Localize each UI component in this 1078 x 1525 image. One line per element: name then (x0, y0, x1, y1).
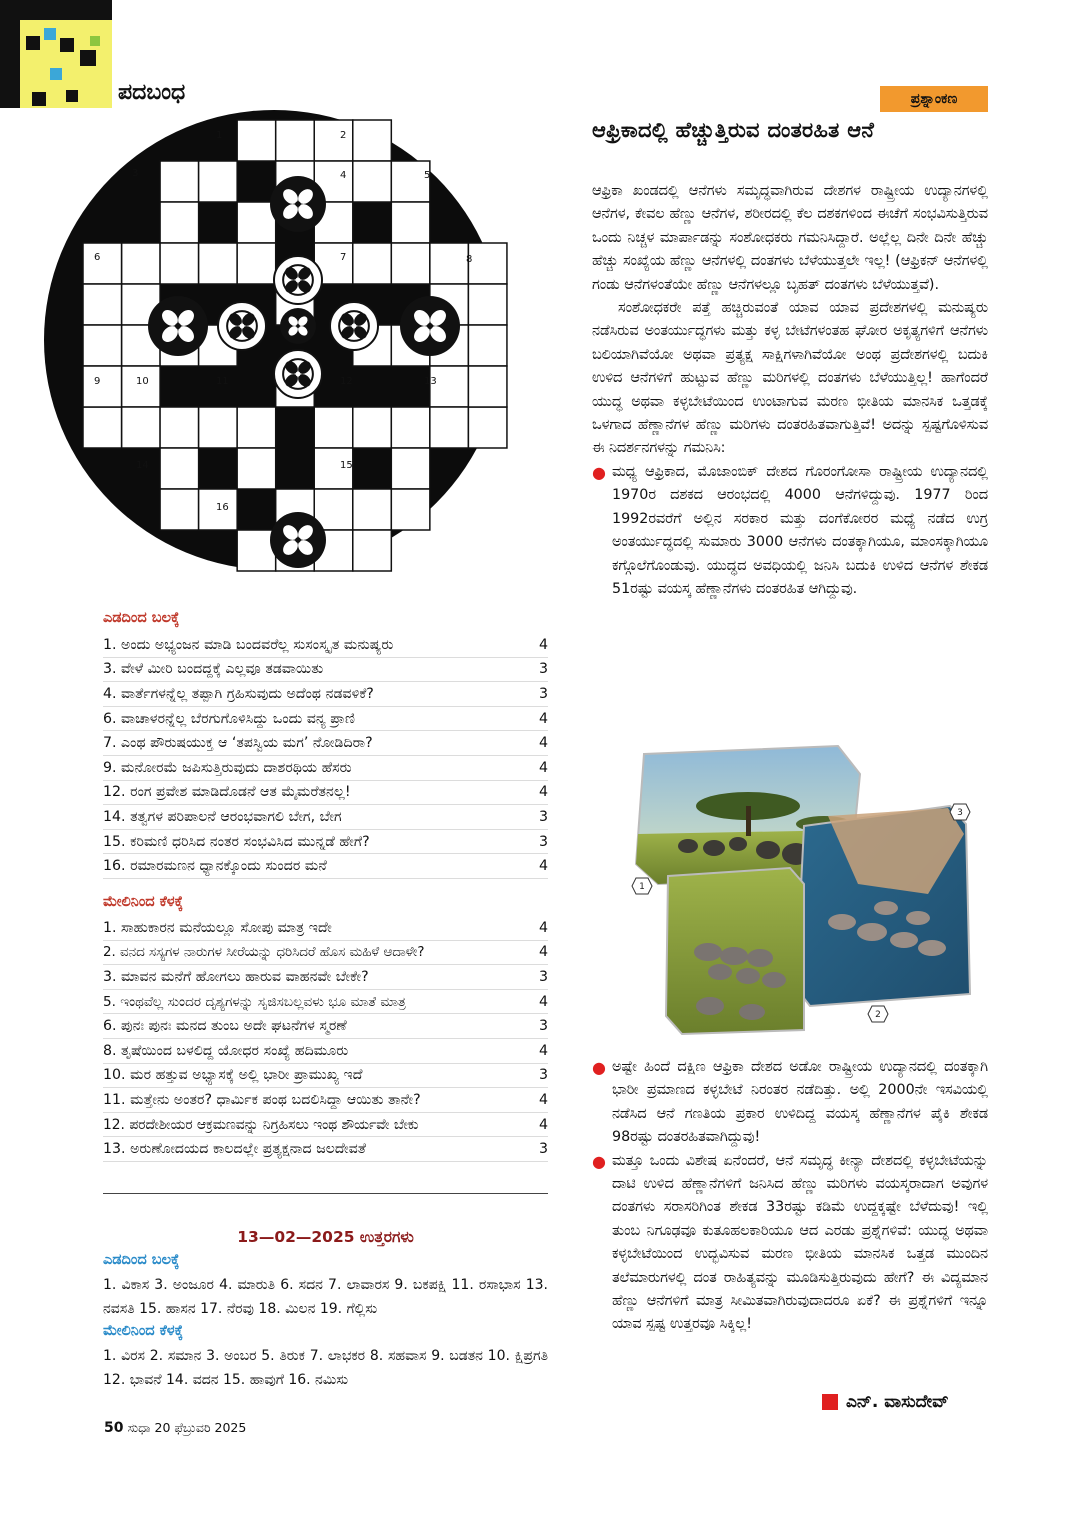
ornament-round-icon (330, 302, 378, 350)
bullet-paragraph (592, 1150, 988, 1337)
bullet-icon: ● (592, 1151, 606, 1171)
clue-text: 10. ಮರ ಹತ್ತುವ ಅಭ್ಯಾಸಕ್ಕೆ ಅಲ್ಲಿ ಭಾರೀ ಪ್ರಾಮುಖ್ಯ ಇದೆ (103, 1067, 363, 1084)
bullet-text: ಮತ್ತೂ ಒಂದು ವಿಶೇಷ ಏನೆಂದರೆ, ಆನೆ ಸಮೃದ್ಧ ಕೀನ್ಯಾ ದೇಶದಲ್ಲಿ ಕಳ್ಳಬೇಟೆಯನ್ನು ದಾಟಿ ಉಳಿದ ಹೆಣ್ಣಾನೆಗಳಿಗೆ ಜನಿಸಿದ ಹೆಣ್ಣು ಮರಿಗಳು ವಯಸ್ಕರಾದಾಗ ಅವುಗಳ ದಂತಗಳು ಸರಾಸರಿಗಿಂತ ಶೇಕಡ 33ರಷ್ಟು ಕಡಿಮೆ ಉದ್ದಕ್ಕಷ್ಟೇ ಬೆಳೆದುವು! ಇಲ್ಲಿ ತುಂಬ ನಿಗೂಢವೂ ಕುತೂಹಲಕಾರಿಯೂ ಆದ ಎರಡು ಪ್ರಶ್ನೆಗಳಿವೆ: ಯುದ್ಧ ಅಥವಾ ಕಳ್ಳಬೇಟೆಯಿಂದ ಉದ್ಭವಿಸುವ ಮರಣ ಭೀತಿಯ ಮಾನಸಿಕ ಒತ್ತಡ ಮುಂದಿನ ತಲೆಮಾರುಗಳಲ್ಲಿ ದಂತ ರಾಹಿತ್ಯವನ್ನು ಮೂಡಿಸುತ್ತಿರುವುದು ಹೇಗೆ? ಈ ವಿದ್ಯಮಾನ ಹೆಣ್ಣು ಆನೆಗಳಿಗೆ ಮಾತ್ರ ಸೀಮಿತವಾಗಿರುವುದಾದರೂ ಏಕೆ? ಈ ಪ್ರಶ್ನೆಗಳಿಗೆ ಇನ್ನೂ ಯಾವ ಸ್ಪಷ್ಟ ಉತ್ತರವೂ ಸಿಕ್ಕಿಲ್ಲ! (611, 1152, 988, 1333)
crossword-cell[interactable] (391, 489, 430, 530)
crossword-cell[interactable] (83, 243, 122, 284)
flower-icon (270, 512, 326, 568)
clue-row (103, 731, 548, 756)
elephant-photo-collage (628, 744, 973, 1039)
crossword-number: 6 (94, 252, 101, 263)
photo-herd-grassland (666, 868, 804, 1034)
crossword-number: 11 (216, 376, 229, 387)
crossword-cell[interactable] (468, 366, 507, 407)
crossword-cell[interactable] (468, 407, 507, 448)
crossword-cell[interactable] (122, 407, 161, 448)
clue-length: 4 (538, 919, 548, 936)
crossword-cell[interactable] (160, 161, 199, 202)
crossword-cell[interactable] (160, 489, 199, 530)
clue-row (103, 781, 548, 806)
flower-icon (148, 296, 208, 356)
section-tag: ಪ್ರಶ್ನಾಂಕಣ (880, 86, 988, 112)
crossword-number: 7 (340, 252, 347, 263)
bullet-icon: ● (592, 1058, 606, 1077)
crossword-cell[interactable] (83, 325, 122, 366)
clue-text: 15. ಕರಿಮಣಿ ಧರಿಸಿದ ನಂತರ ಸಂಭವಿಸಿದ ಮುನ್ನಡೆ ಹೇಗೆ? (103, 833, 370, 850)
clue-length: 3 (538, 661, 548, 678)
clue-text: 7. ಎಂಥ ಪೌರುಷಯುಕ್ತ ಆ ‘ತಪಸ್ವಿಯ ಮಗ’ ನೋಡಿದಿರಾ? (103, 735, 373, 752)
crossword-cell[interactable] (237, 120, 276, 161)
bullet-paragraph (592, 461, 988, 601)
crossword-cell[interactable] (391, 407, 430, 448)
answers-across-text: 1. ವಿಕಾಸ 3. ಅಂಜೂರ 4. ಮಾರುತಿ 6. ಸದನ 7. ಲಾವಾರಸ 9. ಬಕಪಕ್ಷಿ 11. ರಸಾಭಾಸ 13. ನವಸತಿ 15. ಹಾಸನ 17. ನೆರವು 18. ಮಿಲನ 19. ಗೆಲ್ಲಿಸು (103, 1277, 548, 1317)
clue-row (103, 854, 548, 879)
clue-text: 5. ಇಂಥವೆಲ್ಲ ಸುಂದರ ದೃಶ್ಯಗಳನ್ನು ಸೃಜಿಸಬಲ್ಲವಳು ಭೂ ಮಾತೆ ಮಾತ್ರ (103, 993, 406, 1010)
crossword-cell[interactable] (353, 530, 392, 571)
ornament-round-icon (274, 256, 322, 304)
logo-square (80, 50, 96, 66)
down-clues (103, 916, 548, 1162)
clue-text: 1. ಸಾಹುಕಾರನ ಮನೆಯಲ್ಲೂ ಸೋಪು ಮಾತ್ರ ಇದೇ (103, 919, 332, 936)
clue-text: 11. ಮತ್ತೇನು ಅಂತರ? ಧಾರ್ಮಿಕ ಪಂಥ ಬದಲಿಸಿದ್ದಾ ಆಯಿತು ತಾನೇ? (103, 1091, 421, 1108)
crossword-cell[interactable] (237, 407, 276, 448)
crossword-cell[interactable] (468, 325, 507, 366)
clue-length: 3 (538, 808, 548, 825)
clue-length: 4 (538, 784, 548, 801)
clue-row (103, 1039, 548, 1064)
crossword-number: 5 (424, 170, 431, 181)
clue-length: 3 (538, 1067, 548, 1084)
clue-length: 4 (538, 1042, 548, 1059)
photo-river-crossing (796, 806, 970, 1006)
clue-text: 1. ಅಂದು ಅಭ್ಯಂಜನ ಮಾಡಿ ಬಂದವರೆಲ್ಲ ಸುಸಂಸ್ಕೃತ ಮನುಷ್ಯರು (103, 636, 394, 653)
clue-row (103, 1113, 548, 1138)
crossword-cell[interactable] (430, 243, 469, 284)
photo-badge (868, 1006, 888, 1022)
crossword-cell[interactable] (468, 284, 507, 325)
crossword-cell[interactable] (199, 243, 238, 284)
crossword-cell[interactable] (353, 161, 392, 202)
ornament-round-icon (274, 350, 322, 398)
clue-length: 3 (538, 833, 548, 850)
crossword-cell[interactable] (160, 407, 199, 448)
article-body-continued (592, 1056, 988, 1337)
clue-text: 12. ಪರದೇಶೀಯರ ಆಕ್ರಮಣವನ್ನು ನಿಗ್ರಹಿಸಲು ಇಂಥ ಶೌರ್ಯವೇ ಬೇಕು (103, 1116, 419, 1133)
crossword-cell[interactable] (468, 243, 507, 284)
logo-square (26, 36, 40, 50)
crossword-cell[interactable] (160, 448, 199, 489)
article-body (592, 180, 988, 601)
flower-icon (400, 296, 460, 356)
clue-text: 8. ತೃಷೆಯಿಂದ ಬಳಲಿದ್ದ ಯೋಧರ ಸಂಖ್ಯೆ ಹದಿಮೂರು (103, 1042, 349, 1059)
bullet-text: ಅಷ್ಟೇ ಹಿಂದೆ ದಕ್ಷಿಣ ಆಫ್ರಿಕಾ ದೇಶದ ಅಡೋ ರಾಷ್ಟ್ರೀಯ ಉದ್ಯಾನದಲ್ಲಿ ದಂತಕ್ಕಾಗಿ ಭಾರೀ ಪ್ರಮಾಣದ ಕಳ್ಳಬೇಟೆ ನಿರಂತರ ನಡೆದಿತ್ತು. ಅಲ್ಲಿ 2000ನೇ ಇಸವಿಯಲ್ಲಿ ನಡೆಸಿದ ಆನೆ ಗಣತಿಯ ಪ್ರಕಾರ ಉಳಿದಿದ್ದ ವಯಸ್ಕ ಹೆಣ್ಣಾನೆಗಳ ಪೈಕಿ ಶೇಕಡ 98ರಷ್ಟು ದಂತರಹಿತವಾಗಿದ್ದುವು! (611, 1059, 988, 1146)
crossword-number: 14 (136, 460, 149, 471)
crossword-number: 16 (216, 502, 229, 513)
photo-badge-label: 1 (639, 882, 645, 892)
clue-row (103, 707, 548, 732)
photo-badge (632, 878, 652, 894)
clue-text: 13. ಅರುಣೋದಯದ ಕಾಲದಲ್ಲೇ ಪ್ರತ್ಯಕ್ಷನಾದ ಜಲದೇವತೆ (103, 1141, 366, 1158)
flower-icon (270, 176, 326, 232)
clue-text: 16. ರಮಾರಮಣನ ಧ್ಯಾನಕ್ಕೊಂದು ಸುಂದರ ಮನೆ (103, 858, 327, 875)
crossword-cell[interactable] (353, 407, 392, 448)
logo-square (44, 28, 56, 40)
clue-row (103, 965, 548, 990)
answers-across-title: ಎಡದಿಂದ ಬಲಕ್ಕೆ (103, 1252, 180, 1268)
crossword-number: 15 (340, 460, 353, 471)
logo-square (50, 68, 62, 80)
bullet-text: ಮಧ್ಯ ಆಫ್ರಿಕಾದ, ಮೊಜಾಂಬಿಕ್ ದೇಶದ ಗೊರಂಗೋಸಾ ರಾಷ್ಟ್ರೀಯ ಉದ್ಯಾನದಲ್ಲಿ 1970ರ ದಶಕದ ಆರಂಭದಲ್ಲಿ 4000 ಆನೆಗಳಿದ್ದುವು. 1977 ರಿಂದ 1992ರವರೆಗೆ ಅಲ್ಲಿನ ಸರಕಾರ ಮತ್ತು ದಂಗೆಕೋರರ ಮಧ್ಯೆ ನಡೆದ ಉಗ್ರ ಅಂತರ್ಯುದ್ಧದಲ್ಲಿ ಸುಮಾರು 3000 ಆನೆಗಳು ದಂತಕ್ಕಾಗಿಯೂ, ಮಾಂಸಕ್ಕಾಗಿಯೂ ಕಗ್ಗೊಲೆಗೊಂಡುವು. ಯುದ್ಧದ ಅವಧಿಯಲ್ಲಿ ಜನಿಸಿ ಬದುಕಿ ಉಳಿದ ಆನೆಗಳ ಶೇಕಡ 51ರಷ್ಟು ವಯಸ್ಕ ಹೆಣ್ಣಾನೆಗಳು ದಂತರಹಿತ ಆಗಿದ್ದುವು. (611, 463, 988, 597)
clue-row (103, 756, 548, 781)
crossword-cell[interactable] (237, 202, 276, 243)
crossword-cell[interactable] (122, 243, 161, 284)
clue-row (103, 990, 548, 1015)
clue-row (103, 682, 548, 707)
clue-length: 4 (538, 735, 548, 752)
clue-row (103, 1014, 548, 1039)
crossword-number: 12 (340, 376, 353, 387)
answers-down-text: 1. ವಿರಸ 2. ಸಮಾನ 3. ಅಂಬರ 5. ತಿರುಕ 7. ಲಾಭಕರ 8. ಸಹವಾಸ 9. ಬಡತನ 10. ಕ್ಷಿಪ್ರಗತಿ 12. ಭಾವನೆ 14. ವದನ 15. ಹಾವುಗೆ 16. ನಮಿಸು (103, 1348, 548, 1388)
photo-badge-label: 3 (957, 808, 963, 818)
answers-down-title: ಮೇಲಿನಿಂದ ಕೆಳಕ್ಕೆ (103, 1323, 184, 1339)
crossword-cell[interactable] (391, 202, 430, 243)
crossword-grid (40, 100, 508, 600)
crossword-number: 8 (466, 254, 473, 265)
clue-row (103, 916, 548, 941)
crossword-number: 10 (136, 376, 149, 387)
clue-text: 9. ಮನೋರಮೆ ಜಪಿಸುತ್ತಿರುವುದು ದಾಶರಥಿಯ ಹೆಸರು (103, 759, 352, 776)
clue-row (103, 830, 548, 855)
crossword-cell[interactable] (391, 448, 430, 489)
clue-row (103, 658, 548, 683)
crossword-cell[interactable] (199, 161, 238, 202)
clue-length: 4 (538, 1116, 548, 1133)
clue-length: 3 (538, 1141, 548, 1158)
down-clues-title: ಮೇಲಿನಿಂದ ಕೆಳಕ್ಕೆ (103, 894, 184, 910)
logo-square (90, 36, 100, 46)
ornament-round-icon (218, 302, 266, 350)
crossword-cell[interactable] (237, 448, 276, 489)
crossword-cell[interactable] (353, 489, 392, 530)
crossword-cell[interactable] (83, 407, 122, 448)
divider (103, 1193, 548, 1194)
clue-text: 14. ತತ್ವಗಳ ಪರಿಪಾಲನೆ ಆರಂಭವಾಗಲಿ ಬೇಗ, ಬೇಗ (103, 808, 342, 825)
clue-text: 4. ವಾರ್ತೆಗಳನ್ನೆಲ್ಲ ತಪ್ಪಾಗಿ ಗ್ರಹಿಸುವುದು ಅದೆಂಥ ನಡವಳಿಕೆ? (103, 685, 374, 702)
clue-text: 3. ಮಾವನ ಮನೆಗೆ ಹೋಗಲು ಹಾರುವ ವಾಹನವೇ ಬೇಕೇ? (103, 968, 369, 985)
crossword-number: 13 (424, 376, 437, 387)
crossword-number: 9 (94, 376, 101, 387)
crossword-cell[interactable] (391, 243, 430, 284)
across-clues (103, 633, 548, 879)
crossword-number: 4 (340, 170, 347, 181)
flower-icon (280, 308, 316, 344)
clue-length: 4 (538, 759, 548, 776)
logo-tile (20, 20, 112, 108)
clue-text: 3. ವೇಳೆ ಮೀರಿ ಬಂದದ್ದಕ್ಕೆ ಎಲ್ಲವೂ ತಡವಾಯಿತು (103, 661, 324, 678)
clue-length: 3 (538, 968, 548, 985)
author-marker-icon (822, 1394, 838, 1410)
clue-text: 6. ಪುನಃ ಪುನಃ ಮನದ ತುಂಬ ಅದೇ ಘಟನೆಗಳ ಸ್ಮರಣೆ (103, 1018, 347, 1035)
clue-length: 4 (538, 636, 548, 653)
crossword-cell[interactable] (237, 243, 276, 284)
bullet-paragraph (592, 1056, 988, 1150)
photo-badge (950, 804, 970, 820)
clue-row (103, 1137, 548, 1162)
crossword-cell[interactable] (353, 120, 392, 161)
crossword-number: 1 (216, 130, 223, 141)
clue-length: 4 (538, 710, 548, 727)
crossword-number: 3 (132, 168, 139, 179)
clue-row (103, 633, 548, 658)
clue-row (103, 1064, 548, 1089)
clue-text: 12. ರಂಗ ಪ್ರವೇಶ ಮಾಡಿದೊಡನೆ ಆತ ಮೈಮರೆತನಲ್ಲ! (103, 784, 351, 801)
crossword-cell[interactable] (83, 284, 122, 325)
clue-length: 4 (538, 858, 548, 875)
crossword-cell[interactable] (160, 243, 199, 284)
crossword-cell[interactable] (314, 120, 353, 161)
across-clues-title: ಎಡದಿಂದ ಬಲಕ್ಕೆ (103, 610, 180, 626)
clue-row (103, 805, 548, 830)
clue-length: 3 (538, 1018, 548, 1035)
crossword-cell[interactable] (430, 407, 469, 448)
page-footer (104, 1420, 246, 1436)
author-name: ಎನ್. ವಾಸುದೇವ್ (846, 1392, 949, 1412)
section-title: ಪದಬಂಧ (118, 80, 186, 105)
crossword-cell[interactable] (199, 407, 238, 448)
clue-length: 4 (538, 993, 548, 1010)
bullet-icon: ● (592, 462, 606, 482)
clue-text: 6. ವಾಚಾಳರನ್ನೆಲ್ಲ ಬೆರಗುಗೊಳಿಸಿದ್ದು ಒಂದು ವನ್ಯ ಪ್ರಾಣಿ (103, 710, 356, 727)
clue-row (103, 1088, 548, 1113)
logo-square (60, 38, 74, 52)
clue-row (103, 941, 548, 966)
answers-title: 13—02—2025 ಉತ್ತರಗಳು (237, 1228, 414, 1246)
page-number: 50 (104, 1420, 124, 1436)
crossword-cell[interactable] (276, 120, 315, 161)
photo-badge-label: 2 (875, 1010, 881, 1020)
author-credit (822, 1392, 949, 1412)
crossword-cell[interactable] (353, 243, 392, 284)
crossword-number: 2 (340, 130, 347, 141)
crossword-cell[interactable] (160, 202, 199, 243)
crossword-cell[interactable] (237, 530, 276, 571)
crossword-cell[interactable] (391, 161, 430, 202)
article-headline: ಆಫ್ರಿಕಾದಲ್ಲಿ ಹೆಚ್ಚುತ್ತಿರುವ ದಂತರಹಿತ ಆನೆ (592, 118, 875, 142)
footer-text: ಸುಧಾ 20 ಫೆಬ್ರುವರಿ 2025 (127, 1420, 247, 1435)
crossword-cell[interactable] (83, 366, 122, 407)
clue-length: 4 (538, 1091, 548, 1108)
clue-text: 2. ವನದ ಸಸ್ಯಗಳ ನಾರುಗಳ ಸೀರೆಯನ್ನು ಧರಿಸಿದರೆ ಹೊಸ ಮಹಿಳೆ ಆದಾಳೇ? (103, 944, 425, 960)
crossword-cell[interactable] (314, 407, 353, 448)
clue-length: 3 (538, 685, 548, 702)
article-paragraph: ಸಂಶೋಧಕರೇ ಪತ್ತೆ ಹಚ್ಚಿರುವಂತೆ ಯಾವ ಯಾವ ಪ್ರದೇಶಗಳಲ್ಲಿ ಮನುಷ್ಯರು ನಡೆಸಿರುವ ಅಂತರ್ಯುದ್ಧಗಳು ಮತ್ತು ಕಳ್ಳ ಬೇಟೆಗಳಂತಹ ಘೋರ ಅಕೃತ್ಯಗಳಿಗೆ ಆನೆಗಳು ಬಲಿಯಾಗಿವೆಯೋ ಅಥವಾ ಪ್ರತ್ಯಕ್ಷ ಸಾಕ್ಷಿಗಳಾಗಿವೆಯೋ ಅಂಥ ಪ್ರದೇಶಗಳಲ್ಲಿ ಬದುಕಿ ಉಳಿದ ಆನೆಗಳಿಗೆ ಹುಟ್ಟುವ ಹೆಣ್ಣು ಮರಿಗಳಲ್ಲಿ ದಂತಗಳು ಬೆಳೆಯುತ್ತಿಲ್ಲ! ಹಾಗೆಂದರೆ ಯುದ್ಧ ಅಥವಾ ಕಳ್ಳಬೇಟೆಯಿಂದ ಉಂಟಾಗುವ ಮರಣ ಭೀತಿಯ ಮಾನಸಿಕ ಒತ್ತಡಕ್ಕೆ ಒಳಗಾದ ಹೆಣ್ಣಾನೆಗಳ ಹೆಣ್ಣು ಮರಿಗಳು ದಂತರಹಿತವಾಗುತ್ತಿವೆ! ಅದನ್ನು ಸ್ಪಷ್ಟಗೊಳಿಸುವ ಈ ನಿದರ್ಶನಗಳನ್ನು ಗಮನಿಸಿ: (592, 300, 988, 457)
clue-length: 4 (538, 944, 548, 961)
article-paragraph: ಆಫ್ರಿಕಾ ಖಂಡದಲ್ಲಿ ಆನೆಗಳು ಸಮೃದ್ಧವಾಗಿರುವ ದೇಶಗಳ ರಾಷ್ಟ್ರೀಯ ಉದ್ಯಾನಗಳಲ್ಲಿ ಆನೆಗಳ, ಕೇವಲ ಹೆಣ್ಣು ಆನೆಗಳ, ಶರೀರದಲ್ಲಿ ಕೆಲ ದಶಕಗಳಿಂದ ಈಚೆಗೆ ಸಂಭವಿಸುತ್ತಿರುವ ಒಂದು ನಿಚ್ಚಳ ಮಾರ್ಪಾಡನ್ನು ಸಂಶೋಧಕರು ಗಮನಿಸಿದ್ದಾರೆ. ಅಲ್ಲೆಲ್ಲ ದಿನೇ ದಿನೇ ಹೆಚ್ಚು ಹೆಚ್ಚು ಸಂಖ್ಯೆಯ ಹೆಣ್ಣು ಆನೆಗಳಲ್ಲಿ ದಂತಗಳು ಬೆಳೆಯುತ್ತಲೇ ಇಲ್ಲ! (ಆಫ್ರಿಕನ್ ಆನೆಗಳಲ್ಲಿ ಗಂಡು ಆನೆಗಳಂತೆಯೇ ಹೆಣ್ಣು ಆನೆಗಳಲ್ಲೂ ಬೃಹತ್ ದಂತಗಳು ಬೆಳೆಯುತ್ತವೆ). (592, 183, 988, 293)
